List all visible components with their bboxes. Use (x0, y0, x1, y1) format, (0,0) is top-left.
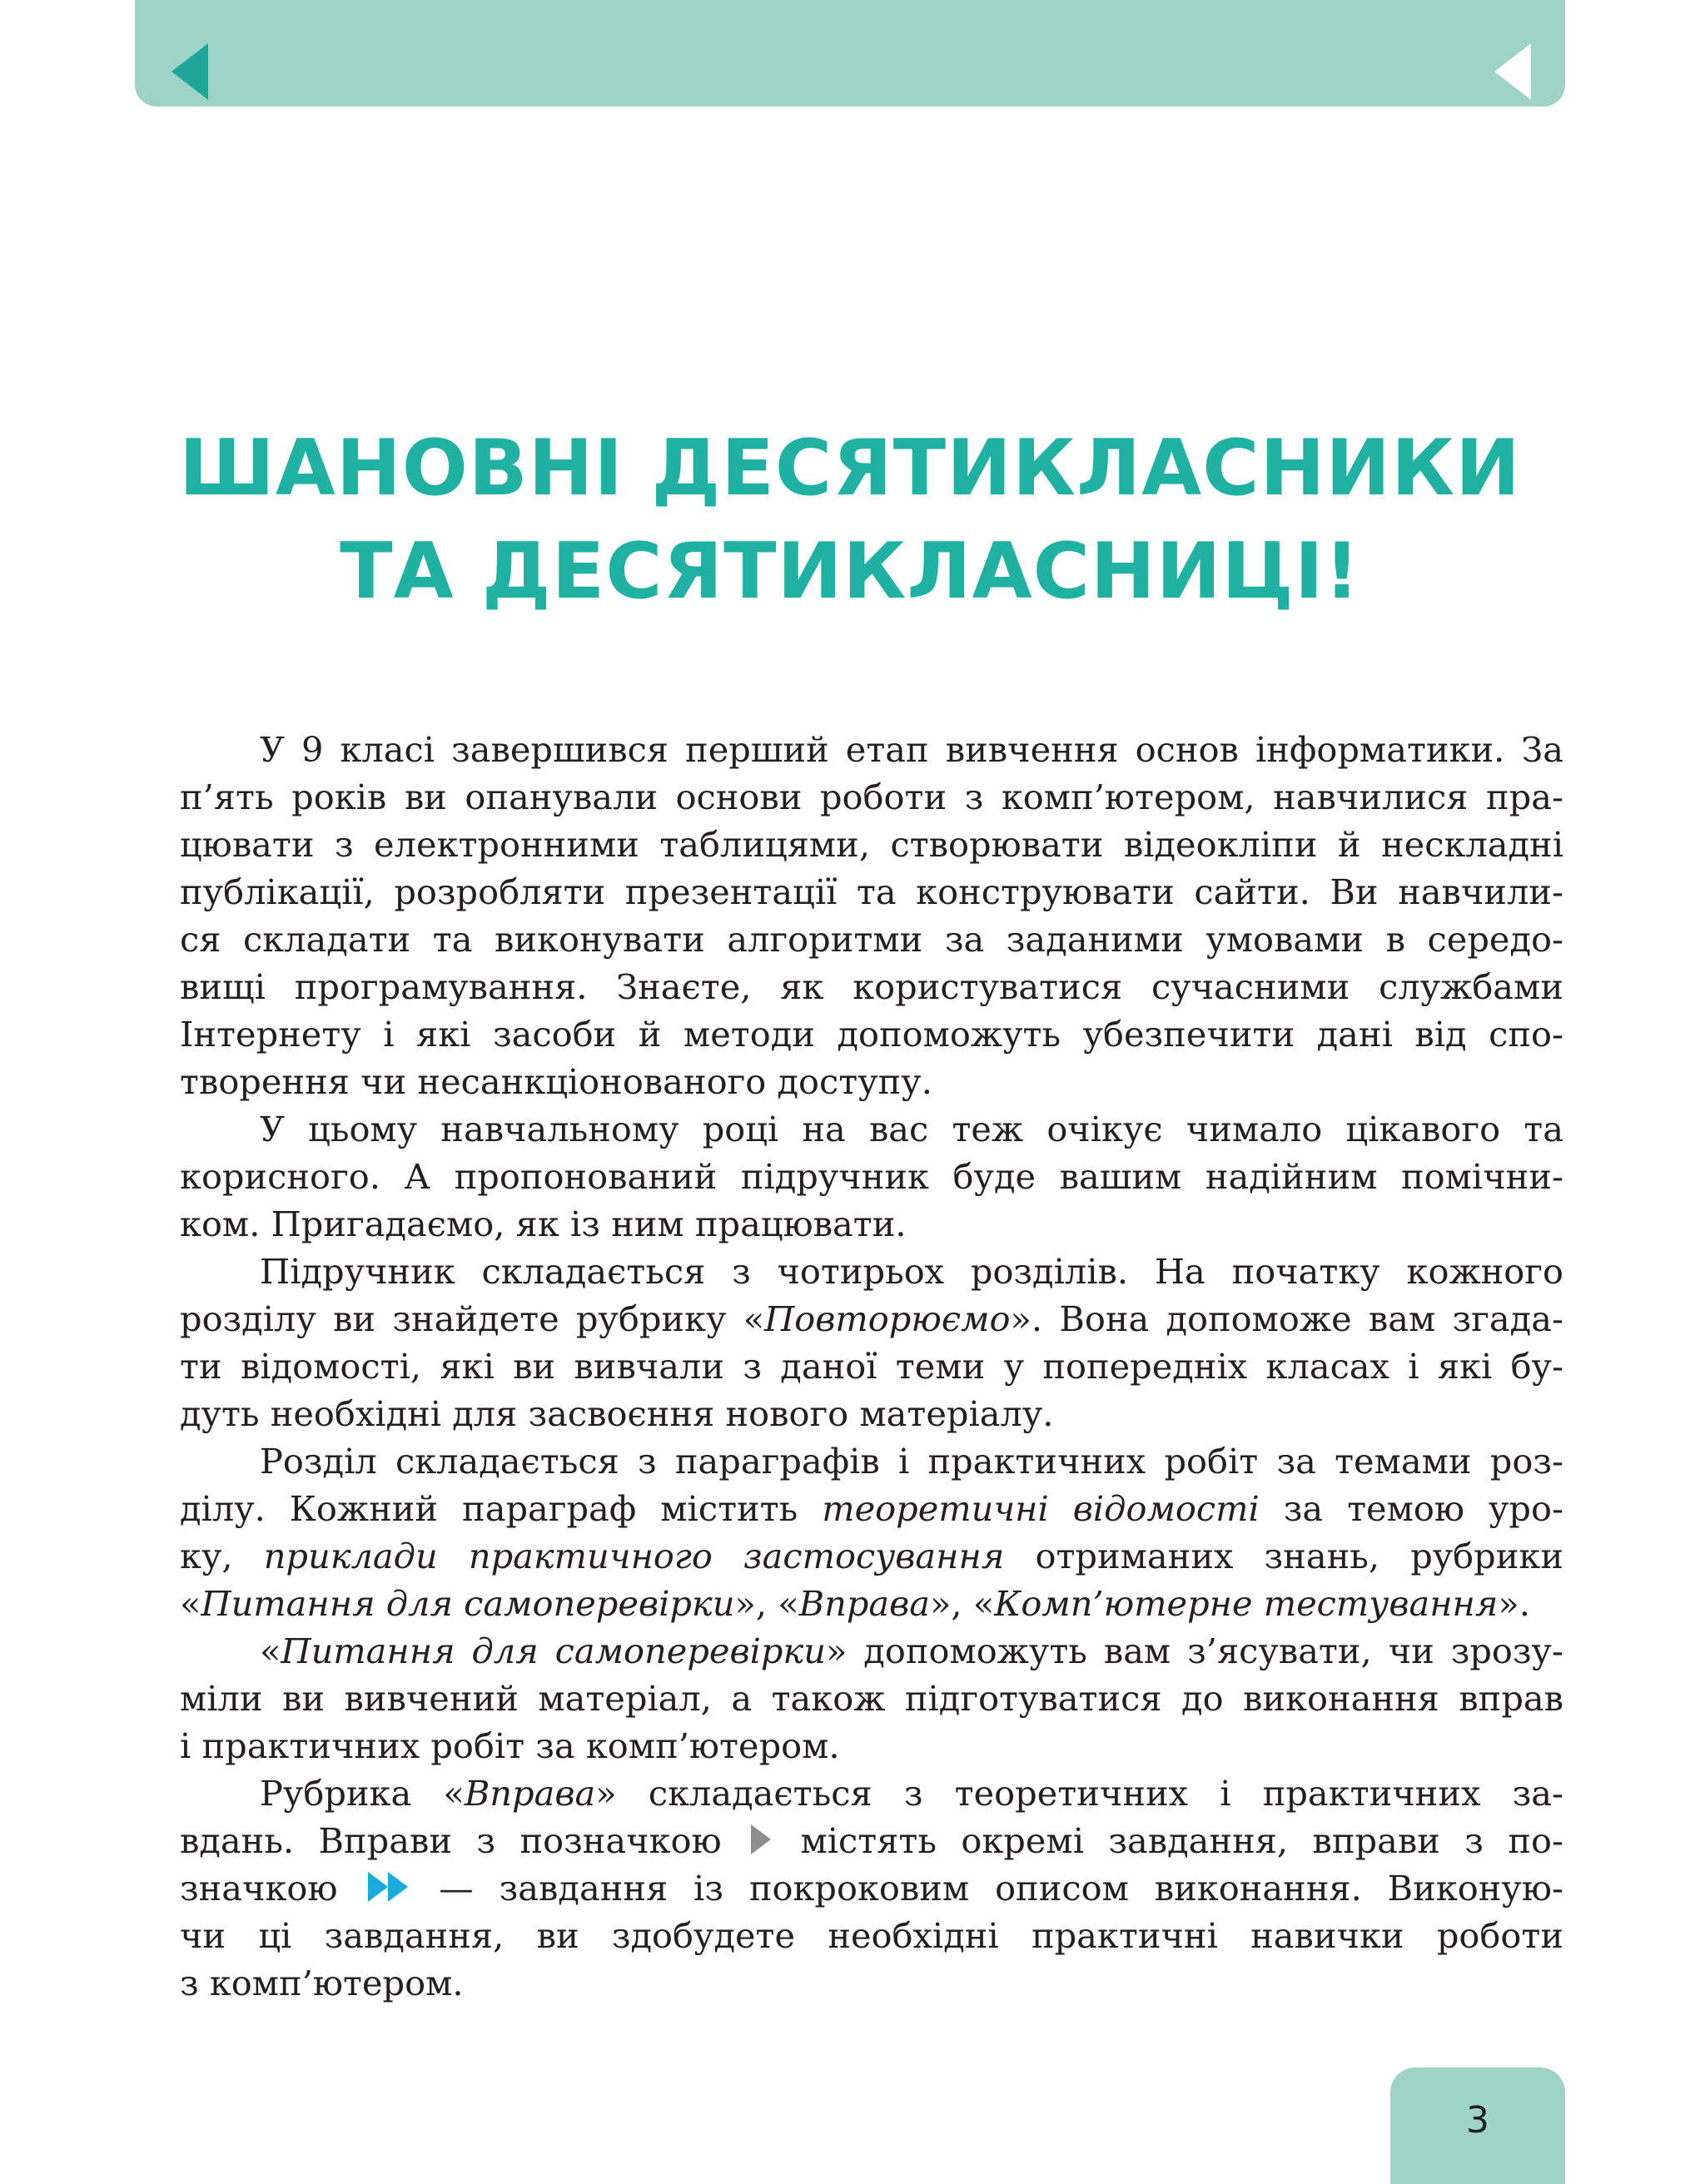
text-line: ся складати та виконувати алгоритми за заданими умовами в середо- (180, 919, 1563, 960)
emphasis-text: приклади практичного застосування (263, 1536, 1005, 1576)
text-line: У 9 класі завершився перший етап вивчення основ інформатики. За (260, 729, 1563, 770)
text-segment: » складається з теоретичних і практичних за- (595, 1773, 1563, 1814)
text-line: і практичних робіт за комп’ютером. (180, 1725, 840, 1766)
rubric-name: Питання для самоперевірки (281, 1631, 826, 1671)
text-line: Підручник складається з чотирьох розділів. На початку кожного (260, 1251, 1563, 1292)
text-line: вищі програмування. Знаєте, як користуватися сучасними службами (180, 966, 1563, 1007)
rubric-name: Вправа (464, 1773, 596, 1814)
text-line: Інтернету і які засоби й методи допоможуть убезпечити дані від спо- (180, 1014, 1563, 1055)
text-line: корисного. А пропонований підручник буде вашим надійним помічни- (180, 1156, 1563, 1197)
text-line (180, 1817, 1563, 1864)
text-line (180, 1580, 1563, 1627)
play-triangle-icon (751, 1824, 771, 1854)
header-bar (135, 0, 1565, 107)
text-line: цювати з електронними таблицями, створювати відеокліпи й нескладні (180, 824, 1563, 865)
body-text (180, 726, 1563, 2007)
page-number-tab (1390, 2067, 1565, 2184)
text-segment: — завдання із покроковим описом виконання. Виконую- (439, 1868, 1563, 1909)
text-segment: ». Вона допоможе вам згада- (1010, 1298, 1563, 1339)
text-line (180, 1770, 1563, 1817)
text-segment: « (180, 1583, 201, 1624)
rubric-name: Повторюємо (764, 1298, 1011, 1339)
title-line-1: ШАНОВНІ ДЕСЯТИКЛАСНИКИ (179, 423, 1521, 513)
text-segment: ділу. Кожний параграф містить (180, 1488, 823, 1529)
left-triangle-icon (1494, 43, 1531, 100)
text-line: Розділ складається з параграфів і практичних робіт за темами роз- (260, 1441, 1563, 1482)
page-title (135, 416, 1565, 623)
text-line: п’ять років ви опанували основи роботи з комп’ютером, навчилися пра- (180, 777, 1563, 817)
text-line: У цьому навчальному році на вас теж очікує чимало цікавого та (260, 1109, 1563, 1149)
text-segment: « (260, 1631, 281, 1671)
fast-forward-icon (368, 1866, 408, 1913)
text-line (180, 1532, 1563, 1580)
text-segment: » допоможуть вам з’ясувати, чи зрозу- (825, 1631, 1563, 1671)
text-line: творення чи несанкціонованого доступу. (180, 1061, 932, 1102)
rubric-name: Комп’ютерне тестування (994, 1583, 1499, 1624)
text-segment: за темою уро- (1259, 1488, 1563, 1529)
left-triangle-icon (171, 43, 208, 100)
rubric-name: Питання для самоперевірки (201, 1583, 735, 1624)
text-line (180, 1295, 1563, 1343)
rubric-name: Вправа (798, 1583, 931, 1624)
text-segment: вдань. Вправи з позначкою (180, 1820, 722, 1861)
text-segment: ». (1498, 1583, 1530, 1624)
text-line (180, 1864, 1563, 1912)
text-segment: отриманих знань, рубрики (1004, 1536, 1563, 1576)
text-line (180, 1627, 1563, 1675)
text-segment: розділу ви знайдете рубрику « (180, 1298, 765, 1339)
text-line: міли ви вивчений матеріал, а також підготуватися до виконання вправ (180, 1678, 1563, 1719)
text-line: з комп’ютером. (180, 1963, 464, 2003)
text-line: ти відомості, які ви вивчали з даної теми у попередніх класах і які бу- (180, 1346, 1563, 1387)
text-segment: », « (930, 1583, 995, 1624)
text-line: ком. Пригадаємо, як із ним працювати. (180, 1204, 907, 1244)
title-line-2: ТА ДЕСЯТИКЛАСНИЦІ! (340, 526, 1360, 616)
text-line: дуть необхідні для засвоєння нового матеріалу. (180, 1393, 1054, 1434)
text-segment: містять окремі завдання, вправи з по- (800, 1820, 1563, 1861)
text-segment: Рубрика « (260, 1773, 465, 1814)
text-line: публікації, розробляти презентації та конструювати сайти. Ви навчили- (180, 871, 1563, 912)
text-line: чи ці завдання, ви здобудете необхідні практичні навички роботи (180, 1915, 1563, 1956)
emphasis-text: теоретичні відомості (822, 1488, 1260, 1529)
page-number: 3 (1466, 2099, 1489, 2142)
text-segment: значкою (180, 1868, 338, 1909)
text-segment: », « (734, 1583, 799, 1624)
text-line (180, 1485, 1563, 1532)
text-segment: ку, (180, 1536, 264, 1576)
